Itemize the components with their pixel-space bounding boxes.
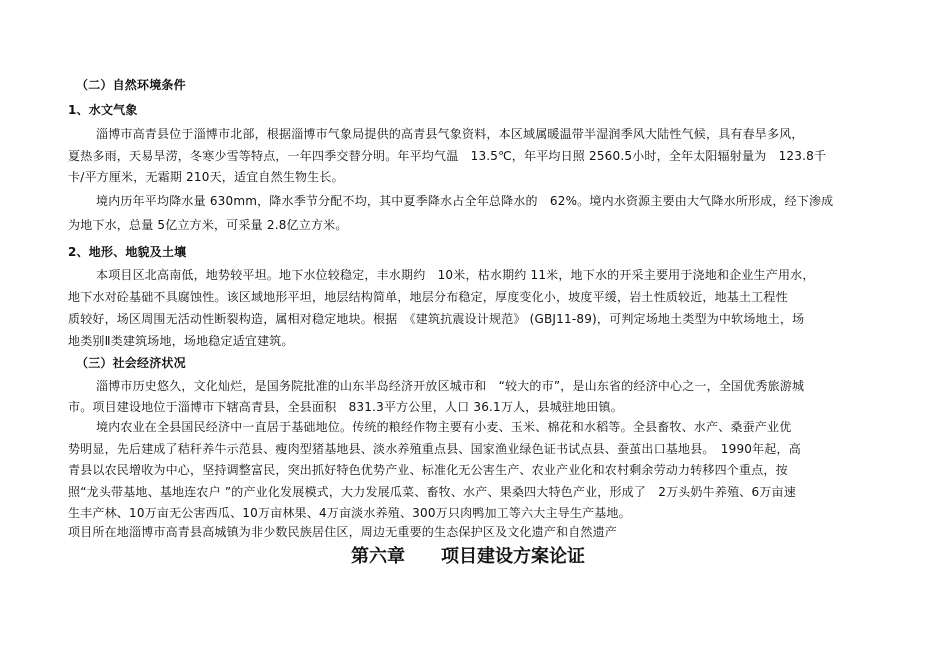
paragraph-line: 地类别Ⅱ类建筑场地，场地稳定适宜建筑。 [68, 334, 294, 348]
paragraph-line: 夏热多雨，天易旱涝，冬寒少雪等特点，一年四季交替分明。年平均气温 13.5℃，年平均日照 2560.5小时，全年太阳辐射量为 123.8千 [68, 149, 827, 163]
paragraph-line: 项目所在地淄博市高青县高城镇为非少数民族居住区，周边无重要的生态保护区及文化遗产和自然遗产 [68, 525, 618, 539]
paragraph-line: 卡/平方厘米，无霜期 210天，适宜自然生物生长。 [68, 170, 344, 184]
paragraph-line: 淄博市高青县位于淄博市北部，根据淄博市气象局提供的高青县气象资料，本区域属暖温带半湿润季风大陆性气候，具有春旱多风， [96, 127, 804, 141]
paragraph-line: 地下水对砼基础不具腐蚀性。该区域地形平坦，地层结构简单，地层分布稳定，厚度变化小，坡度平缓，岩土性质较近，地基土工程性 [68, 290, 788, 304]
chapter-number: 第六章 [351, 546, 405, 567]
paragraph-line: 市。项目建设地位于淄博市下辖高青县，全县面积 831.3平方公里，人口 36.1万人，县城驻地田镇。 [68, 400, 623, 414]
paragraph-line: 境内农业在全县国民经济中一直居于基础地位。传统的粮经作物主要有小麦、玉米、棉花和水稻等。全县畜牧、水产、桑蚕产业优 [96, 420, 792, 434]
chapter-title [0, 545, 936, 569]
section-heading-social-economy: （三）社会经济状况 [76, 356, 186, 370]
paragraph-line: 境内历年平均降水量 630mm，降水季节分配不均，其中夏季降水占全年总降水的 62%。境内水资源主要由大气降水所形成，经下渗成 [96, 194, 834, 208]
paragraph-line: 生丰产林、10万亩无公害西瓜、10万亩林果、4万亩淡水养殖、300万只肉鸭加工等六大主导生产基地。 [68, 506, 631, 520]
section-heading-environment: （二）自然环境条件 [76, 78, 186, 92]
paragraph-line: 为地下水，总量 5亿立方米，可采量 2.8亿立方米。 [68, 218, 348, 232]
paragraph-line: 青县以农民增收为中心，坚持调整富民，突出抓好特色优势产业、标准化无公害生产、农业产业化和农村剩余劳动力转移四个重点，按 [68, 463, 788, 477]
paragraph-line: 势明显，先后建成了秸秆养牛示范县、瘦肉型猪基地县、淡水养殖重点县、国家渔业绿色证书试点县、蚕茧出口基地县。 1990年起，高 [68, 442, 801, 456]
paragraph-line: 照“龙头带基地、基地连农户 ”的产业化发展模式，大力发展瓜菜、畜牧、水产、果桑四大特色产业，形成了 2万头奶牛养殖、6万亩速 [68, 485, 796, 499]
paragraph-line: 质较好，场区周围无活动性断裂构造，属相对稳定地块。根据 《建筑抗震设计规范》 (GBJ11-89)，可判定场地土类型为中软场地土，场 [68, 312, 805, 326]
subheading-terrain: 2、地形、地貌及土壤 [68, 245, 187, 259]
paragraph-line: 淄博市历史悠久，文化灿烂，是国务院批准的山东半岛经济开放区城市和 “较大的市”，是山东省的经济中心之一，全国优秀旅游城 [96, 379, 805, 393]
paragraph-line: 本项目区北高南低，地势较平坦。地下水位较稳定，丰水期约 10米，枯水期约 11米，地下水的开采主要用于浇地和企业生产用水， [96, 268, 815, 282]
chapter-name: 项目建设方案论证 [441, 546, 585, 567]
subheading-hydrology: 1、水文气象 [68, 103, 138, 117]
